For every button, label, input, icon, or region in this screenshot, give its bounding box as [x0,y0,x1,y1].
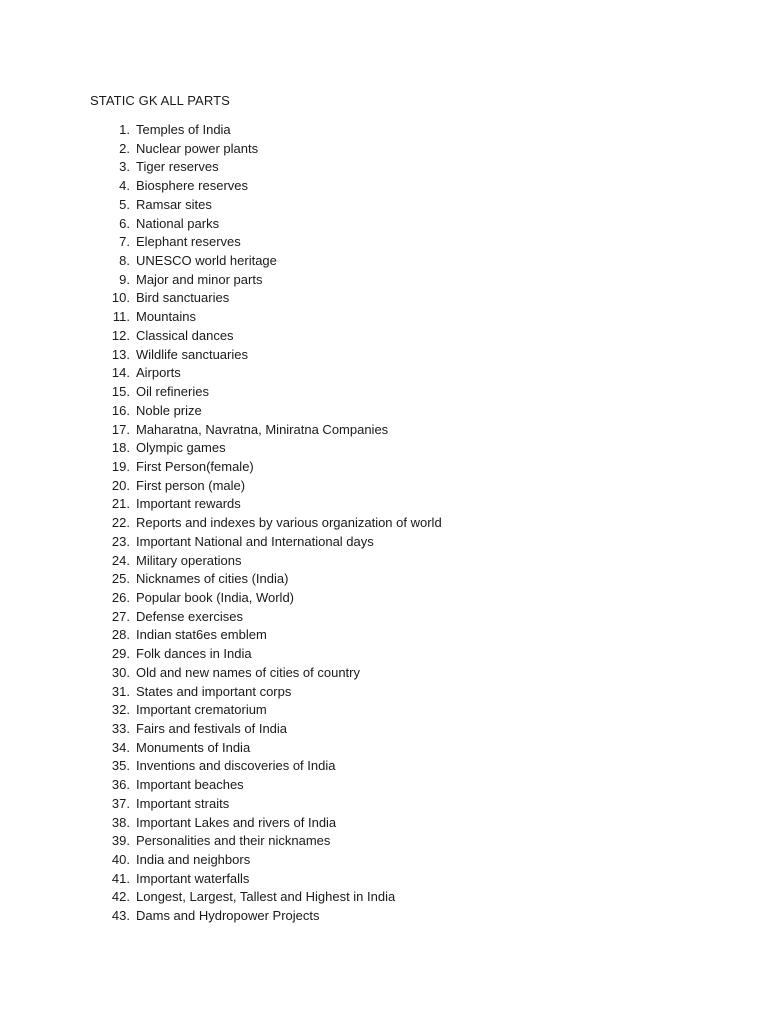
list-item-label: Important straits [136,795,230,811]
list-item-number: 7. [119,234,130,250]
list-item-number: 30. [111,664,130,680]
list-item-label: Elephant reserves [136,234,241,250]
list-item-label: UNESCO world heritage [136,253,277,269]
list-item-label: Important National and International days [136,533,374,549]
list-item-label: First person (male) [136,477,246,493]
list-item [0,177,768,196]
list-item-number: 20. [111,477,130,493]
list-item [0,720,768,739]
list-item-label: Ramsar sites [136,196,212,212]
list-item [0,776,768,795]
list-item-number: 27. [111,608,130,624]
list-item [0,140,768,159]
list-item-label: Inventions and discoveries of India [136,758,336,774]
list-item [0,215,768,234]
list-item [0,664,768,683]
list-item-label: States and important corps [136,683,292,699]
list-item-number: 9. [119,271,130,287]
list-item-label: Reports and indexes by various organization of world [136,515,442,531]
list-item [0,458,768,477]
list-item-number: 26. [111,589,130,605]
list-item [0,907,768,926]
list-item-number: 33. [111,721,130,736]
list-item-label: Folk dances in India [136,646,252,662]
list-item-number: 38. [111,814,130,830]
list-item-number: 31. [111,683,130,699]
list-item-label: Airports [136,365,181,381]
list-item [0,814,768,833]
list-item [0,533,768,552]
list-item-number: 39. [111,833,130,849]
list-item-number: 37. [111,795,130,811]
list-item-label: Mountains [136,309,196,325]
list-item-number: 11. [112,309,130,325]
list-item [0,308,768,327]
list-item-label: Olympic games [136,440,226,456]
list-item-number: 14. [111,365,130,381]
list-item-number: 1. [119,122,130,137]
list-item [0,402,768,421]
list-item-number: 16. [111,402,130,418]
list-item-number: 8. [119,253,130,269]
list-item [0,701,768,720]
list-item-number: 4. [119,178,130,194]
list-item-number: 18. [111,440,130,456]
list-item-label: Defense exercises [136,608,243,624]
list-item-label: Classical dances [136,327,234,343]
list-item-label: Longest, Largest, Tallest and Highest in India [136,889,396,905]
list-item [0,252,768,271]
list-item-number: 21. [111,496,130,512]
list-item-number: 2. [119,140,130,156]
list-item-number: 5. [119,196,130,212]
list-item-number: 22. [111,515,130,531]
list-item-number: 19. [111,458,130,474]
list-item-number: 34. [111,739,130,755]
list-item-number: 3. [119,159,130,175]
list-item-label: Military operations [136,552,242,568]
topic-list [0,121,768,926]
list-item-label: Oil refineries [136,384,209,400]
list-item-label: Indian stat6es emblem [136,627,267,643]
list-item-number: 17. [111,421,130,437]
list-item-label: Temples of India [136,122,231,137]
list-item-label: Important Lakes and rivers of India [136,814,337,830]
list-item-number: 40. [111,852,130,868]
list-item-label: Important crematorium [136,702,267,718]
list-item-label: Fairs and festivals of India [136,721,288,736]
document-title: STATIC GK ALL PARTS [90,93,230,108]
list-item [0,364,768,383]
list-item-label: Tiger reserves [136,159,219,175]
list-item-number: 35. [111,758,130,774]
list-item-label: Nicknames of cities (India) [136,571,289,587]
list-item [0,570,768,589]
list-item-number: 29. [111,646,130,662]
list-item [0,271,768,290]
list-item [0,327,768,346]
list-item-number: 13. [111,346,130,362]
list-item-label: Noble prize [136,402,202,418]
list-item [0,795,768,814]
list-item-label: Popular book (India, World) [136,589,295,605]
list-item-label: Old and new names of cities of country [136,664,361,680]
list-item [0,495,768,514]
list-item-number: 15. [111,384,130,400]
list-item-number: 28. [111,627,130,643]
list-item-label: Important waterfalls [136,870,250,886]
list-item [0,233,768,252]
list-item-number: 41. [111,870,130,886]
list-item [0,289,768,308]
list-item-label: Wildlife sanctuaries [136,346,248,362]
list-item-number: 23. [111,533,130,549]
list-item-number: 6. [119,215,130,231]
list-item-label: Important beaches [136,777,244,793]
list-item [0,626,768,645]
list-item [0,832,768,851]
list-item-number: 32. [111,702,130,718]
list-item-label: India and neighbors [136,852,251,868]
list-item [0,383,768,402]
list-item-label: Dams and Hydropower Projects [136,908,320,924]
list-item [0,757,768,776]
list-item-number: 42. [111,889,130,905]
list-item [0,851,768,870]
list-item-label: Bird sanctuaries [136,290,230,306]
list-item-number: 25. [111,571,130,587]
list-item [0,589,768,608]
list-item-label: Major and minor parts [136,271,263,287]
list-item [0,739,768,758]
list-item-number: 12. [111,327,130,343]
list-item-label: First Person(female) [136,458,254,474]
list-item [0,888,768,907]
list-item-number: 36. [111,777,130,793]
list-item [0,683,768,702]
list-item [0,645,768,664]
list-item [0,439,768,458]
list-item [0,196,768,215]
list-item [0,870,768,889]
list-item [0,158,768,177]
list-item-number: 24. [111,552,130,568]
list-item-label: Personalities and their nicknames [136,833,331,849]
list-item-label: Biosphere reserves [136,178,248,194]
list-item [0,121,768,140]
list-item [0,346,768,365]
list-item-label: National parks [136,215,220,231]
list-item-label: Maharatna, Navratna, Miniratna Companies [136,421,389,437]
list-item [0,608,768,627]
list-item [0,552,768,571]
list-item [0,514,768,533]
list-item [0,477,768,496]
list-item [0,421,768,440]
list-item-label: Monuments of India [136,739,251,755]
list-item-number: 10. [111,290,130,306]
list-item-label: Nuclear power plants [136,140,259,156]
list-item-number: 43. [111,908,130,924]
list-item-label: Important rewards [136,496,241,512]
